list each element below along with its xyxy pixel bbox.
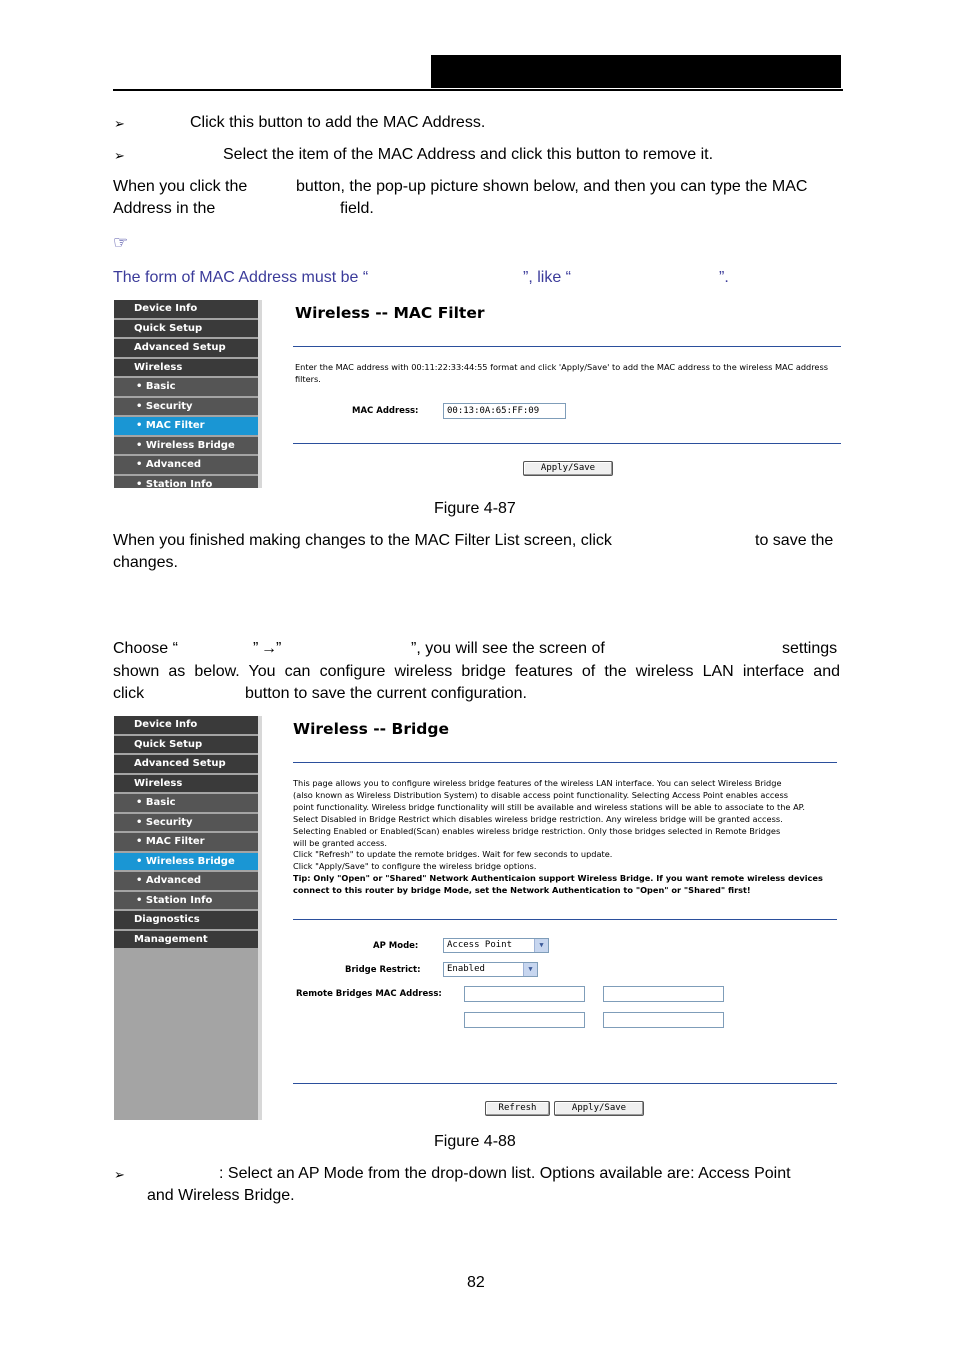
nav-device-info[interactable]: Device Info xyxy=(114,716,258,734)
fig2-desc-line: will be granted access. xyxy=(293,837,387,848)
fig2-desc-line: This page allows you to configure wireless bridge features of the wireless LAN interface. You can select Wireless Bridge xyxy=(293,778,782,788)
fig2-content xyxy=(262,716,841,1120)
bullet-apmode-b: and Wireless Bridge. xyxy=(147,1187,295,1204)
nav-diagnostics[interactable]: Diagnostics xyxy=(114,911,258,929)
para3-c: ” xyxy=(276,640,282,657)
fig1-mac-label: MAC Address: xyxy=(352,406,419,416)
nav-security[interactable]: • Security xyxy=(114,814,258,832)
fig1-title: Wireless -- MAC Filter xyxy=(295,304,485,322)
refresh-button[interactable]: Refresh xyxy=(485,1101,550,1116)
fig1-rule-bottom xyxy=(293,443,841,444)
pointing-hand-icon: ☞ xyxy=(113,233,129,252)
bullet-marker: ➢ xyxy=(114,116,125,131)
para2-c: changes. xyxy=(113,554,178,571)
fig2-desc-line: (also known as Wireless Distribution System) to disable access point functionality. Selecting Access Point enables access xyxy=(293,789,788,800)
apply-save-button[interactable]: Apply/Save xyxy=(523,461,613,476)
nav-advanced[interactable]: • Advanced xyxy=(114,872,258,890)
nav-quick-setup[interactable]: Quick Setup xyxy=(114,736,258,754)
para3-line2: shown as below. You can configure wireless bridge features of the wireless LAN interface and xyxy=(113,663,840,680)
fig2-rule-bottom xyxy=(293,1083,837,1084)
apply-save-button[interactable]: Apply/Save xyxy=(554,1101,644,1116)
bullet-delete-text: Select the item of the MAC Address and click this button to remove it. xyxy=(223,146,714,163)
fig2-desc-line: point functionality. Wireless bridge functionality will still be available and wireless stations will be able to associate to the AP. xyxy=(293,801,805,812)
nav-advanced-setup[interactable]: Advanced Setup xyxy=(114,339,258,357)
para3-e: settings xyxy=(782,640,838,657)
remote-bridge-mac-input-4[interactable] xyxy=(603,1012,724,1028)
para1-d: field. xyxy=(340,200,374,217)
fig2-desc-line: Click "Refresh" to update the remote bridges. Wait for few seconds to update. xyxy=(293,849,613,860)
para1-a: When you click the xyxy=(113,178,248,195)
nav-quick-setup[interactable]: Quick Setup xyxy=(114,320,258,338)
fig2-desc-line: Selecting Enabled or Enabled(Scan) enables wireless bridge restriction. Only those bridges selected in Remote Bridges xyxy=(293,825,781,836)
fig2-desc-line: Select Disabled in Bridge Restrict which disables wireless bridge restriction. Any wireless bridge will be granted access. xyxy=(293,813,783,824)
note-b: ”, like “ xyxy=(523,269,571,286)
remote-bridge-mac-input-2[interactable] xyxy=(603,986,724,1002)
nav-basic[interactable]: • Basic xyxy=(114,794,258,812)
remote-bridge-mac-input-1[interactable] xyxy=(464,986,585,1002)
fig1-description: Enter the MAC address with 00:11:22:33:44:55 format and click 'Apply/Save' to add the MAC address to the wireless MAC address filters. xyxy=(295,362,828,384)
mac-address-input[interactable]: 00:13:0A:65:FF:09 xyxy=(443,403,566,419)
bridge-restrict-label: Bridge Restrict: xyxy=(345,965,421,975)
fig1-nav-menu xyxy=(114,300,258,488)
fig2-tip-line: connect to this router by bridge Mode, set the Network Authentication to "Open" or "Shared" first! xyxy=(293,885,751,896)
para3-line3a: click xyxy=(113,685,145,702)
fig1-rule-top xyxy=(293,346,841,347)
fig2-rule-top xyxy=(293,762,837,763)
fig2-title: Wireless -- Bridge xyxy=(293,720,449,738)
nav-wireless-bridge[interactable]: • Wireless Bridge xyxy=(114,853,258,871)
nav-wireless[interactable]: Wireless xyxy=(114,775,258,793)
nav-device-info[interactable]: Device Info xyxy=(114,300,258,318)
para1-c: Address in the xyxy=(113,200,216,217)
para3-line3b: button to save the current configuration. xyxy=(245,685,527,702)
para3-b: ” xyxy=(253,640,259,657)
para3-d: ”, you will see the screen of xyxy=(411,640,605,657)
header-rule xyxy=(113,89,843,91)
nav-station-info[interactable]: • Station Info xyxy=(114,476,258,489)
remote-bridge-mac-input-3[interactable] xyxy=(464,1012,585,1028)
bullet-apmode-a: : Select an AP Mode from the drop-down list. Options available are: Access Point xyxy=(219,1165,791,1182)
para1-b: button, the pop-up picture shown below, and then you can type the MAC xyxy=(296,178,808,195)
page-number: 82 xyxy=(467,1274,485,1291)
figure-caption-2: Figure 4-88 xyxy=(434,1133,516,1150)
figure-caption-1: Figure 4-87 xyxy=(434,500,516,517)
ap-mode-value: Access Point xyxy=(447,940,513,950)
bridge-restrict-select[interactable] xyxy=(443,962,538,977)
nav-advanced[interactable]: • Advanced xyxy=(114,456,258,474)
nav-mac-filter[interactable]: • MAC Filter xyxy=(114,833,258,851)
para2-b: to save the xyxy=(755,532,834,549)
nav-mac-filter[interactable]: • MAC Filter xyxy=(114,417,258,435)
fig2-nav-menu xyxy=(114,716,258,1120)
nav-wireless[interactable]: Wireless xyxy=(114,359,258,377)
bullet-add-text: Click this button to add the MAC Address. xyxy=(190,114,486,131)
ap-mode-select[interactable] xyxy=(443,938,549,953)
remote-bridges-label: Remote Bridges MAC Address: xyxy=(296,989,442,999)
figure-mac-filter-screenshot xyxy=(114,300,841,488)
nav-station-info[interactable]: • Station Info xyxy=(114,892,258,910)
nav-management[interactable]: Management xyxy=(114,931,258,949)
chevron-down-icon: ▼ xyxy=(523,963,537,976)
bullet-marker: ➢ xyxy=(114,1167,125,1182)
para2-a: When you finished making changes to the MAC Filter List screen, click xyxy=(113,532,612,549)
fig1-content xyxy=(262,300,841,488)
para3-a: Choose “ xyxy=(113,640,178,657)
fig2-tip-line: Tip: Only "Open" or "Shared" Network Authenticaion support Wireless Bridge. If you want remote wireless devices xyxy=(293,873,823,884)
note-c: ”. xyxy=(719,269,729,286)
note-a: The form of MAC Address must be “ xyxy=(113,269,369,286)
fig2-rule-mid xyxy=(293,919,837,920)
arrow-right-icon: → xyxy=(261,640,277,657)
nav-basic[interactable]: • Basic xyxy=(114,378,258,396)
nav-advanced-setup[interactable]: Advanced Setup xyxy=(114,755,258,773)
fig2-desc-line: Click "Apply/Save" to configure the wireless bridge options. xyxy=(293,861,537,872)
nav-security[interactable]: • Security xyxy=(114,398,258,416)
figure-wireless-bridge-screenshot xyxy=(114,716,841,1120)
bullet-marker: ➢ xyxy=(114,148,125,163)
ap-mode-label: AP Mode: xyxy=(373,941,419,951)
bridge-restrict-value: Enabled xyxy=(447,964,485,974)
chevron-down-icon: ▼ xyxy=(534,939,548,952)
nav-wireless-bridge[interactable]: • Wireless Bridge xyxy=(114,437,258,455)
fig2-description xyxy=(293,778,841,897)
header-bar xyxy=(431,55,841,88)
